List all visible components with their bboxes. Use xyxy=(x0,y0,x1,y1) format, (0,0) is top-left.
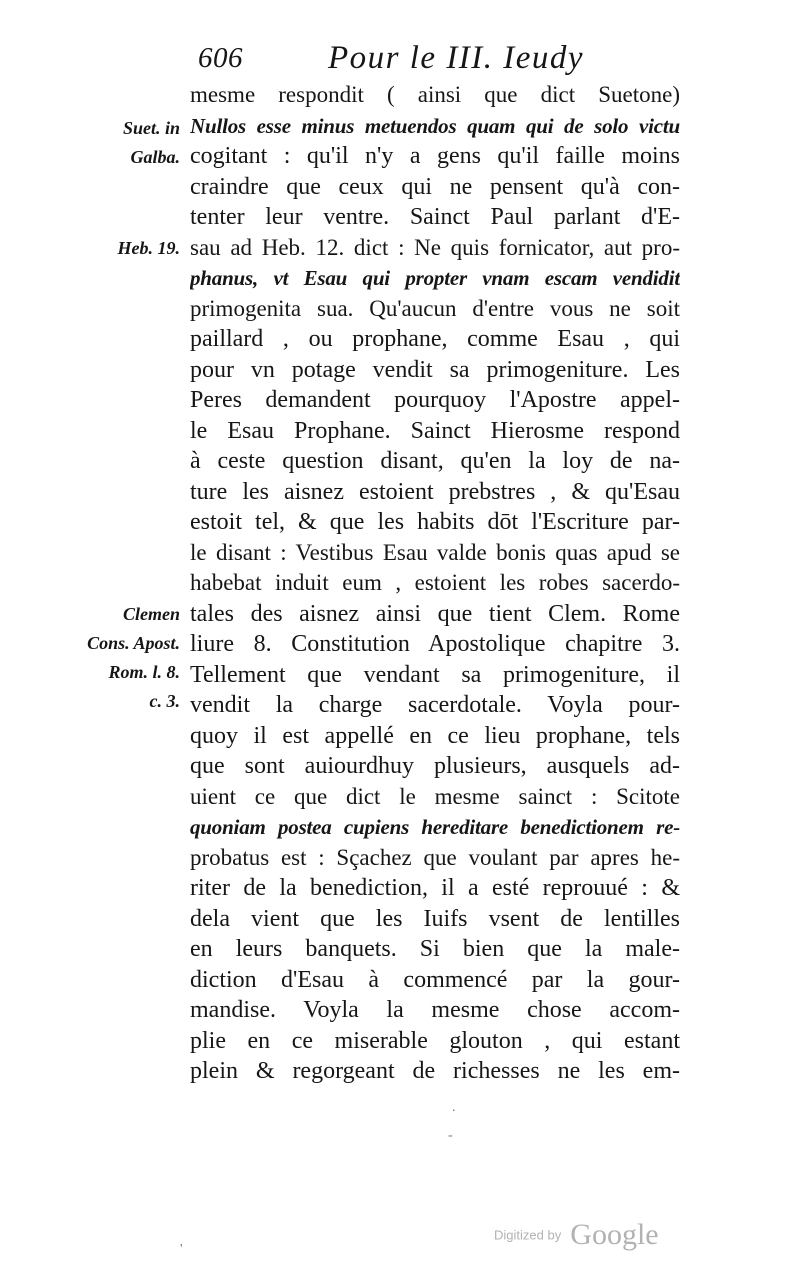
margin-note-hebrews: Heb. 19. xyxy=(117,238,180,258)
body-line: tenter leur ventre. Sainct Paul parlant d'E- xyxy=(190,204,680,230)
body-line: le Esau Prophane. Sainct Hierosme respond xyxy=(190,417,680,444)
margin-note-suetone: Suet. in Galba. xyxy=(122,118,180,167)
body-line: quoy il est appellé en ce lieu prophane, tels xyxy=(190,722,680,749)
body-line: mandise. Voyla la mesme chose accom- xyxy=(190,997,680,1023)
body-line: cogitant : qu'il n'y a gens qu'il faille moins xyxy=(190,143,680,169)
stray-ink-mark: - xyxy=(448,1128,453,1143)
body-line: tales des aisnez ainsi que tient Clem. Rome xyxy=(190,600,680,627)
body-line: phanus, vt Esau qui propter vnam escam vendidit xyxy=(190,266,680,290)
page-number: 606 xyxy=(198,42,243,74)
body-line: que sont auiourdhuy plusieurs, ausquels ad- xyxy=(190,753,680,779)
stray-ink-mark: ' xyxy=(180,1242,183,1257)
body-line: le disant : Vestibus Esau valde bonis quas apud se xyxy=(190,539,680,565)
google-watermark xyxy=(494,1218,659,1258)
stray-ink-mark: . xyxy=(452,1100,456,1115)
body-line: habebat induit eum , estoient les robes sacerdo- xyxy=(190,570,680,595)
body-line: craindre que ceux qui ne pensent qu'à con- xyxy=(190,173,680,200)
body-line: quoniam postea cupiens hereditare benedictionem re- xyxy=(190,815,680,839)
body-line: dela vient que les Iuifs vsent de lentilles xyxy=(190,905,680,932)
running-head: Pour le III. Ieudy xyxy=(328,40,585,76)
page-header xyxy=(198,36,638,84)
body-line: vendit la charge sacerdotale. Voyla pour- xyxy=(190,692,680,718)
body-line: Peres demandent pourquoy l'Apostre appel- xyxy=(190,387,680,413)
body-line: ture les aisnez estoient prebstres , & qu'Esau xyxy=(190,478,680,505)
body-line: liure 8. Constitution Apostolique chapitre 3. xyxy=(190,631,680,657)
body-line: diction d'Esau à commencé par la gour- xyxy=(190,966,680,993)
body-line: plein & regorgeant de richesses ne les em- xyxy=(190,1058,680,1084)
body-line: à ceste question disant, qu'en la loy de na- xyxy=(190,448,680,474)
body-line: probatus est : Sçachez que voulant par apres he- xyxy=(190,844,680,870)
google-logo: Google xyxy=(570,1218,659,1251)
body-line: uient ce que dict le mesme sainct : Scitote xyxy=(190,783,680,809)
body-line: Nullos esse minus metuendos quam qui de solo victu xyxy=(190,113,680,138)
watermark-digitized-text: Digitized by xyxy=(494,1227,562,1243)
body-line: Tellement que vendant sa primogeniture, il xyxy=(190,661,680,688)
body-line: riter de la benediction, il a esté reprouué : & xyxy=(190,875,680,901)
body-line: plie en ce miserable glouton , qui estant xyxy=(190,1027,680,1054)
margin-notes xyxy=(40,0,180,1280)
body-line: mesme respondit ( ainsi que dict Suetone) xyxy=(190,82,680,107)
body-line: en leurs banquets. Si bien que la male- xyxy=(190,936,680,962)
body-line: pour vn potage vendit sa primogeniture. Les xyxy=(190,356,680,383)
body-line: paillard , ou prophane, comme Esau , qui xyxy=(190,326,680,352)
body-line: primogenita sua. Qu'aucun d'entre vous ne soit xyxy=(190,295,680,321)
body-line: sau ad Heb. 12. dict : Ne quis fornicator, aut pro- xyxy=(190,234,680,260)
body-text xyxy=(190,80,680,1087)
body-line: estoit tel, & que les habits dōt l'Escriture par- xyxy=(190,509,680,535)
margin-note-clement: Clemen Cons. Apost. Rom. l. 8. c. 3. xyxy=(87,604,180,711)
